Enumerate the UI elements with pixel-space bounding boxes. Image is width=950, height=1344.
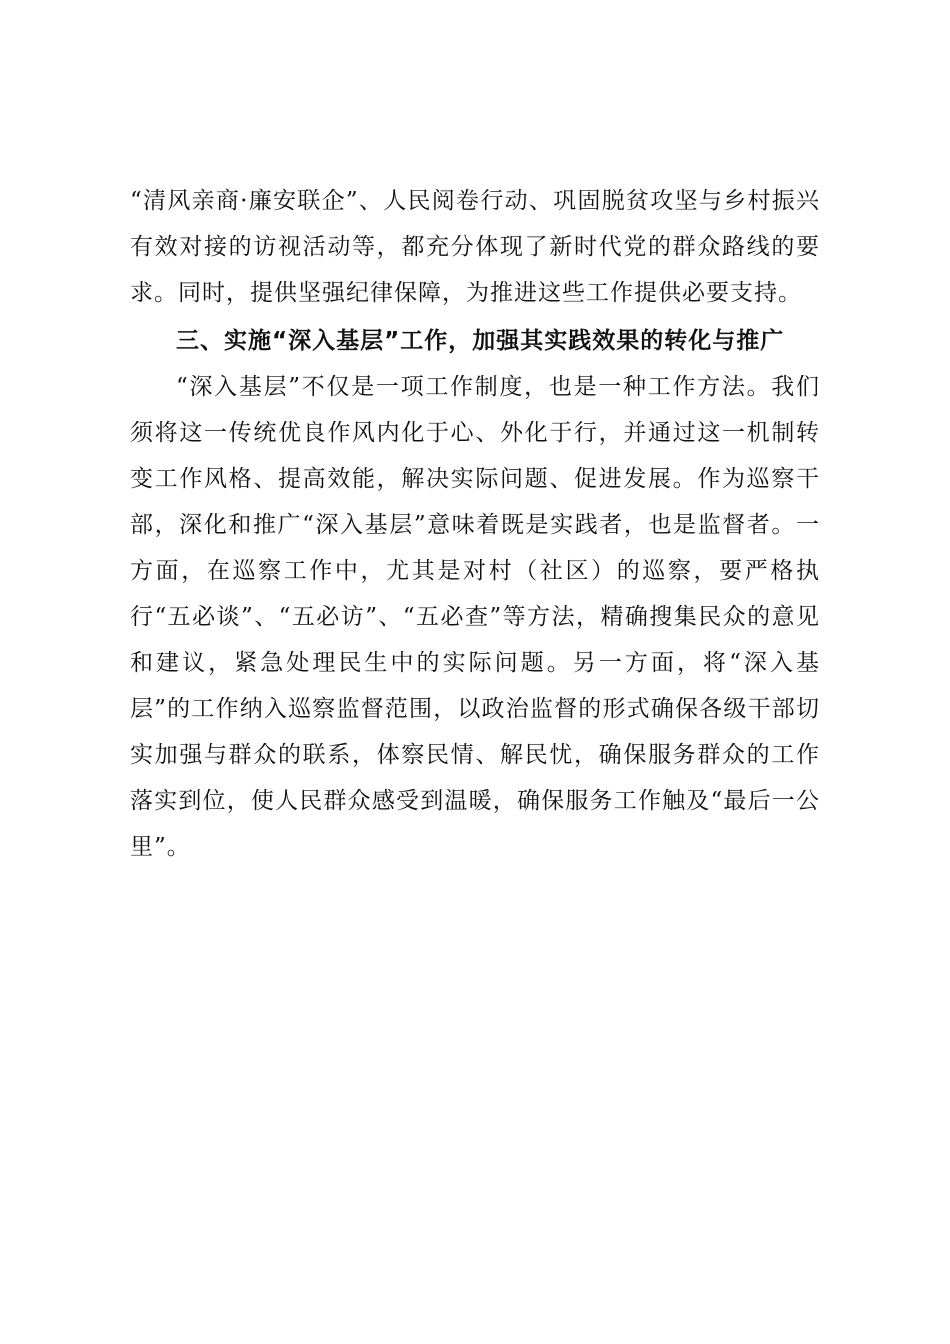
section-heading: 三、实施“深入基层”工作，加强其实践效果的转化与推广 (176, 328, 785, 354)
paragraph-body: “深入基层”不仅是一项工作制度，也是一种工作方法。我们须将这一传统优良作风内化于心、外化于行，并通过这一机制转变工作风格、提高效能，解决实际问题、促进发展。作为巡察干部，深化和推广“深入基层”意味着既是实践者，也是监督者。一方面，在巡察工作中，尤其是对村（社区）的巡察，要严格执行“五必谈”、“五必访”、“五必查”等方法，精确搜集民众的意见和建议，紧急处理民生中的实际问题。另一方面，将“深入基层”的工作纳入巡察监督范围，以政治监督的形式确保各级干部切实加强与群众的联系，体察民情、解民忧，确保服务群众的工作落实到位，使人民群众感受到温暖，确保服务工作触及“最后一公里”。 (130, 374, 820, 860)
document-body (130, 178, 820, 870)
paragraph-continued: “清风亲商·廉安联企”、人民阅卷行动、巩固脱贫攻坚与乡村振兴有效对接的访视活动等，都充分体现了新时代党的群众路线的要求。同时，提供坚强纪律保障，为推进这些工作提供必要支持。 (130, 188, 820, 306)
